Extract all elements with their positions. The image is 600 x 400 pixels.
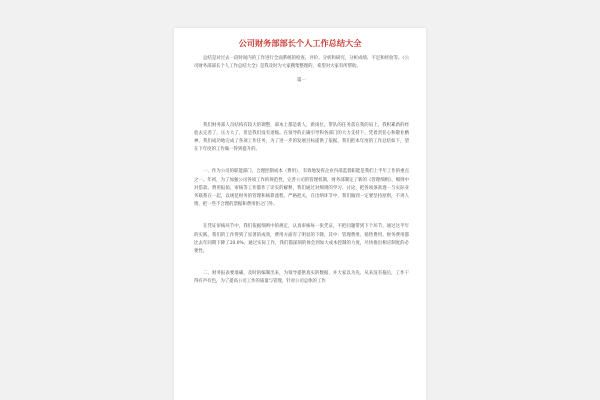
intro-paragraph: 总结是对过去一段时间内的工作进行全面系统的检查、评价、分析和研究，分析成绩、不足和经验等。《公司财务部部长个人工作总结大全》是我及时为大家搜集整理的，希望对大家有所帮助。 <box>194 56 409 70</box>
body-paragraph: 二、财务报表要准确，及时的编制出来，为领导提供真实的数据，并大家以为先、从来没有拖后，工作干得有声有色，为了提高公司工作的质量与管理，针对公司总体的工作 <box>194 271 409 285</box>
section-label: 篇一 <box>297 78 306 84</box>
document-page <box>174 28 426 400</box>
body-paragraph: 一、作为公司的职能部门，合理控制成本（费用），有效地发挥企业内部监督职能是我们上半年工作的重点之一。年初，为了加强公司各项工作的规范性，完善公司的管理机制，财务部制定了新的《管理细则》、细则中对借款、费用报销、审核等工作都作了详实的解释，我们通过对细则的学习、讨论，把各项条款逐一与实际业务联系在一起，以规范财务的管理和核算流程，严格把关，在出纳环节中，我们做到一定要坚持原则，不讲人情，把一些不合理的票据和费用拒之门外。 <box>194 169 409 208</box>
body-paragraph: 在凭证审核环节中，我们依据细则中的规定，认真审核每一张凭证，不把问题带到下个环节。通过这半年的实践，我们的工作得到了显著的成效，费用方面有了明显的下降，其中：管理费用、销售费用、财务费用都比去年同期下降了20.0%。通过实际工作，我们都深刻的体会到加大成本控制的力度，尽快推出相应制度的必要性。 <box>194 224 409 255</box>
body-paragraph: 我们财务部人员结构有较大的调整，部本上都是新人，新岗位，带队的任务落在我的肩上，我积累新的经验去完善了，压力大了，但是我们没有退缩。在领导的正确引导和各部门的大力支持下，凭着责任心和敬业精神，我们成功地完成了各项工作任务，为了进一步的发展目标提供了依据，我们把本年度的工作总结如下，望在下年度的工作做一得到提升的。 <box>194 122 409 153</box>
document-title: 公司财务部部长个人工作总结大全 <box>238 38 362 48</box>
